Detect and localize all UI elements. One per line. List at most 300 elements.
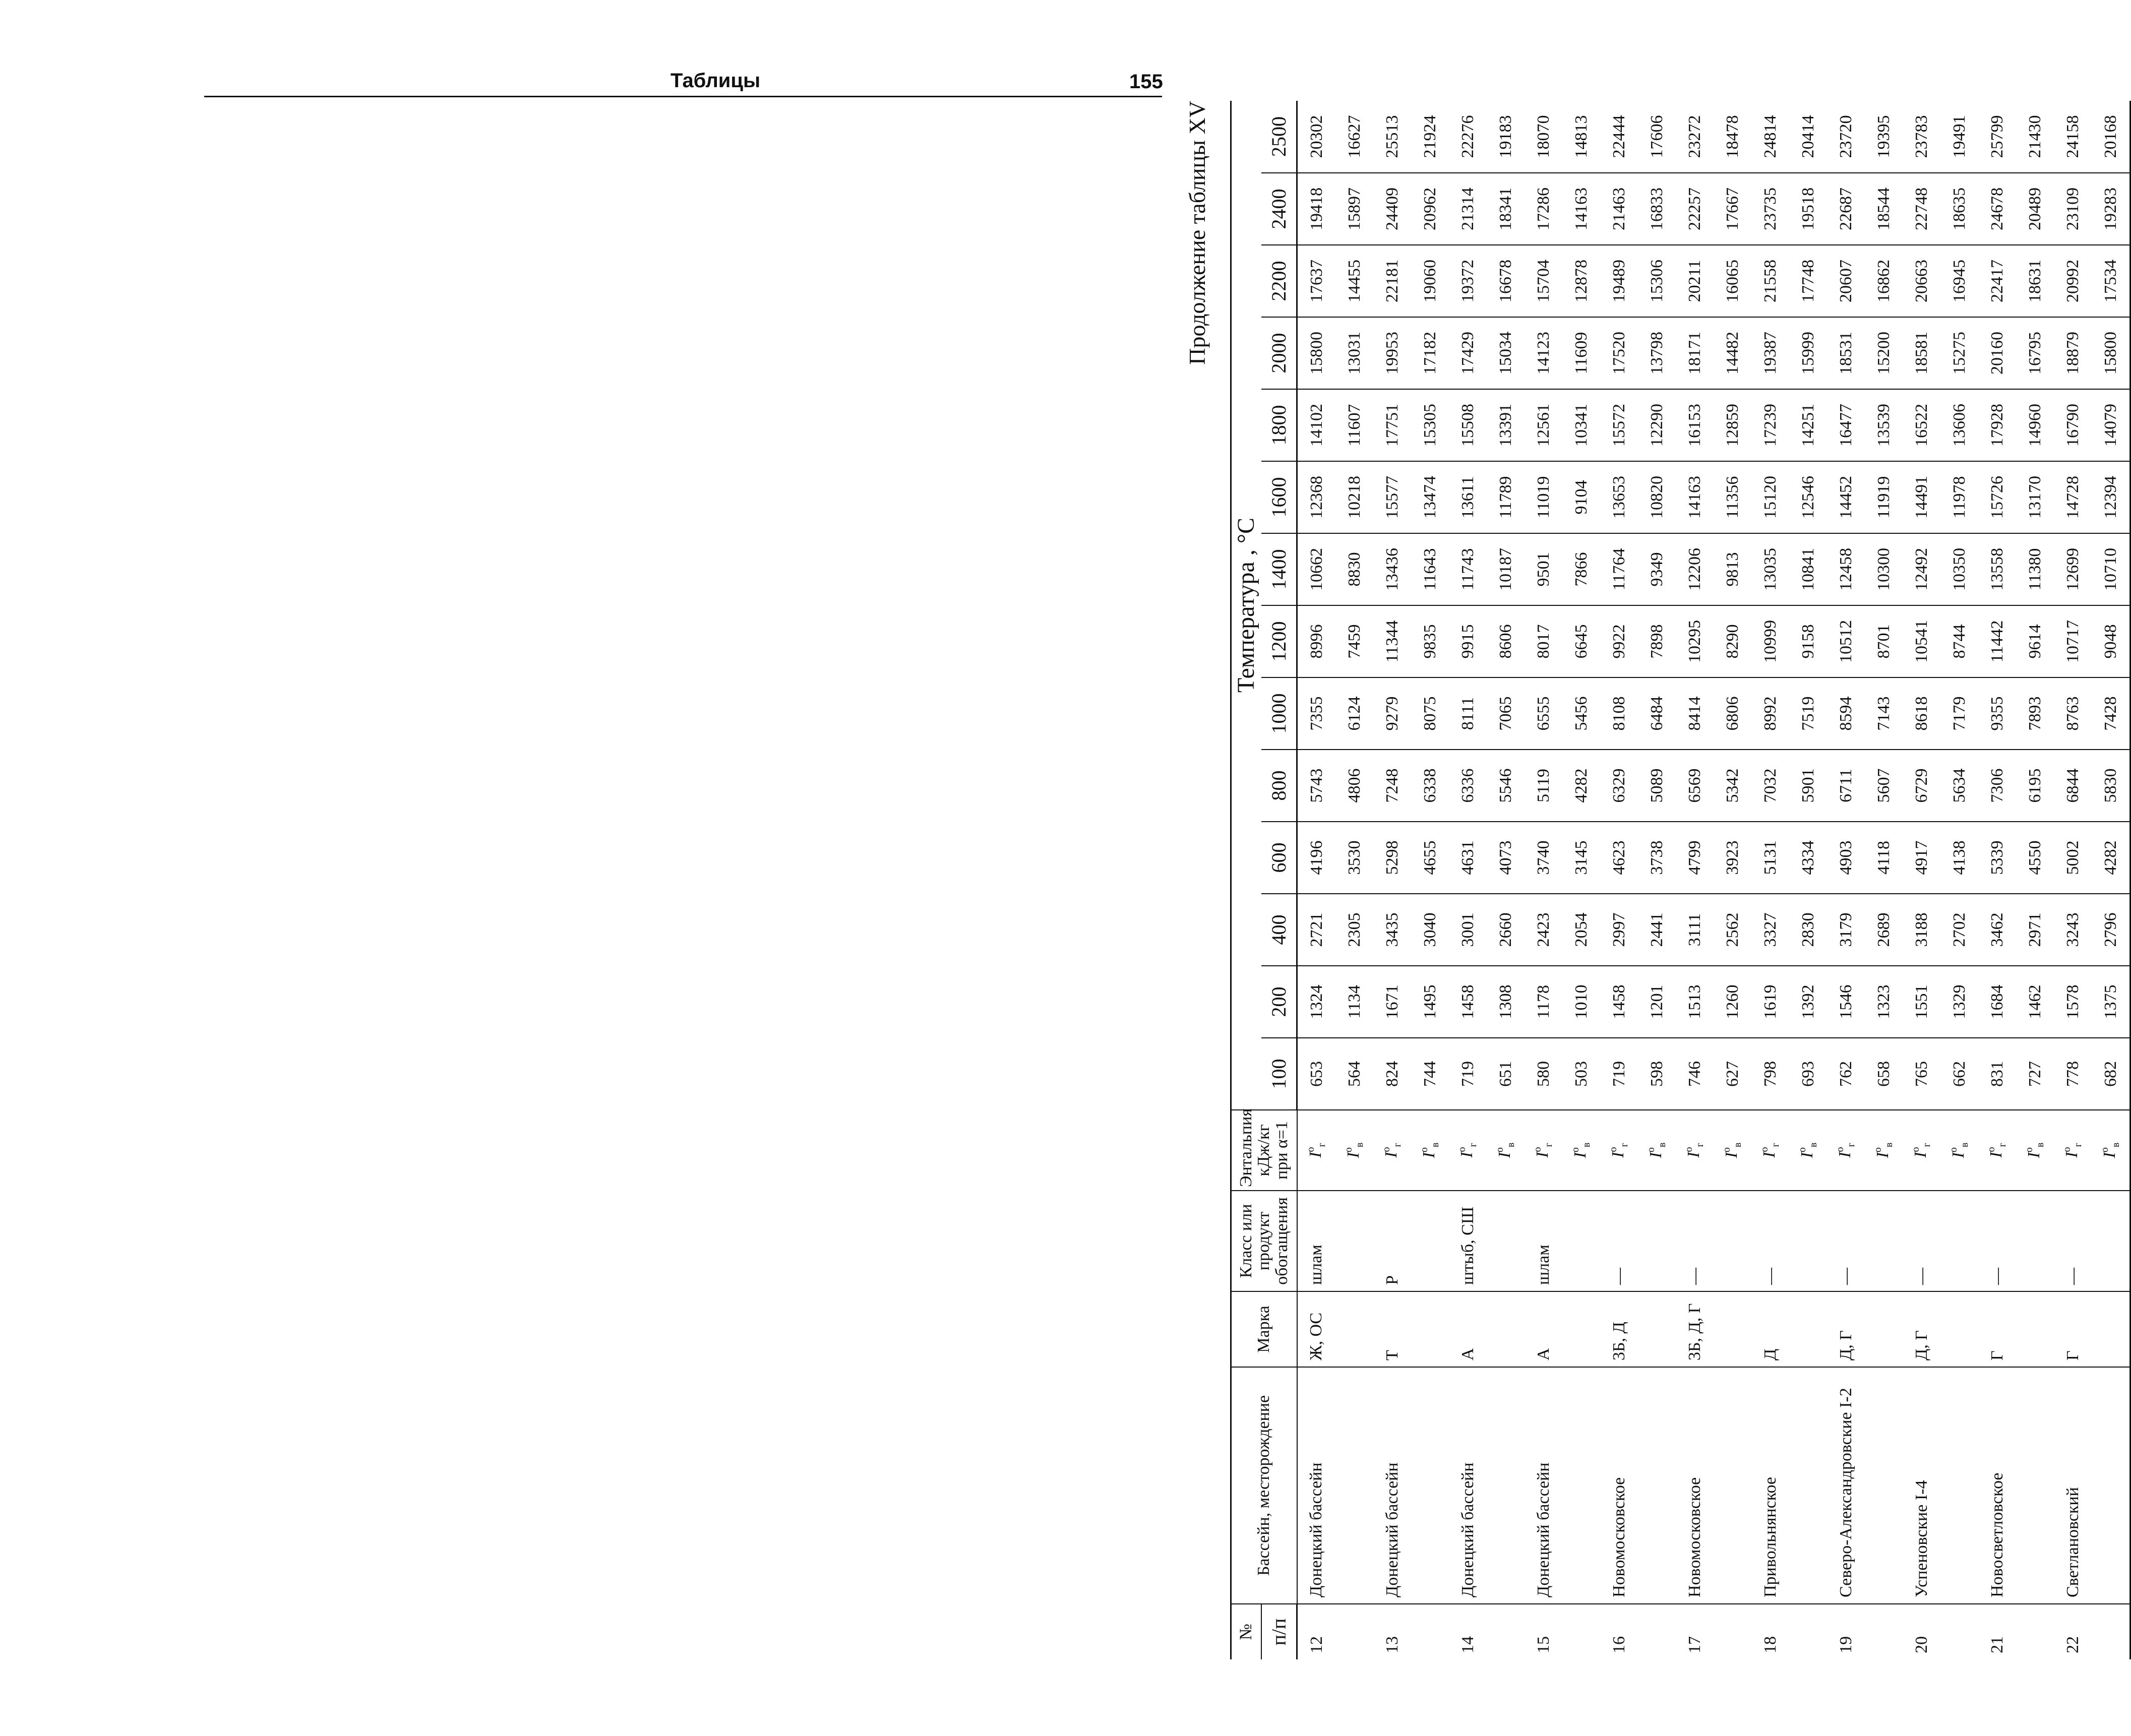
enthalpy-value: 627	[1714, 1038, 1751, 1110]
col-temp-200: 200	[1261, 966, 1297, 1038]
enthalpy-value: 18531	[1827, 317, 1865, 389]
enthalpy-value: 17637	[1297, 245, 1336, 317]
coal-class-empty	[2092, 1191, 2130, 1291]
row-number-empty	[1638, 1604, 1676, 1659]
enthalpy-value: 1010	[1562, 966, 1600, 1038]
table-row	[1411, 101, 1449, 1659]
enthalpy-value: 3738	[1638, 822, 1676, 894]
enthalpy-value: 11743	[1449, 533, 1487, 605]
enthalpy-value: 12458	[1827, 533, 1865, 605]
coal-class-empty	[1335, 1191, 1373, 1291]
enthalpy-value: 1495	[1411, 966, 1449, 1038]
enthalpy-value: 6729	[1903, 750, 1940, 822]
enthalpy-value: 10841	[1789, 533, 1827, 605]
enthalpy-value: 4806	[1335, 750, 1373, 822]
coal-mark: Д, Г	[1827, 1291, 1865, 1367]
enthalpy-value: 13474	[1411, 461, 1449, 533]
enthalpy-value: 3111	[1676, 894, 1714, 966]
enthalpy-value: 19953	[1373, 317, 1411, 389]
enthalpy-value: 3462	[1978, 894, 2016, 966]
enthalpy-value: 5743	[1297, 750, 1336, 822]
enthalpy-value: 21314	[1449, 173, 1487, 245]
basin-name-empty	[1335, 1367, 1373, 1604]
coal-class-empty	[1714, 1191, 1751, 1291]
coal-class: шлам	[1525, 1191, 1562, 1291]
enthalpy-value: 14079	[2092, 389, 2130, 461]
table-row	[1978, 101, 2016, 1659]
enthalpy-value: 19372	[1449, 245, 1487, 317]
enthalpy-symbol-gas: $I^o_г$	[1449, 1110, 1487, 1191]
enthalpy-value: 2689	[1865, 894, 1903, 966]
enthalpy-value: 564	[1335, 1038, 1373, 1110]
enthalpy-value: 16627	[1345, 115, 1364, 158]
enthalpy-symbol-gas: $I^o_г$	[2054, 1110, 2092, 1191]
enthalpy-value: 580	[1525, 1038, 1562, 1110]
enthalpy-value: 6569	[1676, 750, 1714, 822]
enthalpy-value: 8701	[1865, 605, 1903, 677]
basin-name-empty	[1714, 1367, 1751, 1604]
table-row	[1449, 101, 1487, 1659]
enthalpy-value: 20607	[1827, 245, 1865, 317]
enthalpy-symbol-gas: $I^o_г$	[1978, 1110, 2016, 1191]
enthalpy-value: 6124	[1335, 677, 1373, 750]
enthalpy-value: 1684	[1978, 966, 2016, 1038]
table-row	[1751, 101, 1789, 1659]
enthalpy-value: 4282	[1562, 750, 1600, 822]
table-row	[1676, 101, 1714, 1659]
enthalpy-value: 11607	[1335, 389, 1373, 461]
table-row	[1903, 101, 1940, 1659]
row-number: 21	[1978, 1604, 2016, 1659]
coal-class-empty	[1411, 1191, 1449, 1291]
enthalpy-value: 798	[1751, 1038, 1789, 1110]
coal-class-empty	[1865, 1191, 1903, 1291]
enthalpy-value: 19387	[1751, 317, 1789, 389]
enthalpy-value: 3001	[1449, 894, 1487, 966]
enthalpy-value: 3188	[1903, 894, 1940, 966]
row-number-empty	[1335, 1604, 1373, 1659]
enthalpy-value: 2423	[1525, 894, 1562, 966]
coal-mark: Ж, ОС	[1297, 1291, 1336, 1367]
coal-class: —	[1676, 1191, 1714, 1291]
basin-name-empty	[1411, 1367, 1449, 1604]
enthalpy-value: 5342	[1714, 750, 1751, 822]
enthalpy-value: 3179	[1827, 894, 1865, 966]
enthalpy-value: 14491	[1903, 461, 1940, 533]
enthalpy-value: 19418	[1297, 173, 1336, 245]
enthalpy-value: 14960	[2016, 389, 2054, 461]
enthalpy-value: 5339	[1978, 822, 2016, 894]
enthalpy-value: 12699	[2054, 533, 2092, 605]
enthalpy-value: 3435	[1373, 894, 1411, 966]
enthalpy-value: 1201	[1638, 966, 1676, 1038]
enthalpy-value: 3923	[1714, 822, 1751, 894]
col-num-top: №	[1231, 1604, 1262, 1659]
enthalpy-value: 762	[1827, 1038, 1865, 1110]
enthalpy-value: 8594	[1827, 677, 1865, 750]
enthalpy-value: 17182	[1411, 317, 1449, 389]
coal-mark-empty	[1865, 1291, 1903, 1367]
enthalpy-value: 10187	[1487, 533, 1525, 605]
enthalpy-value: 7179	[1940, 677, 1978, 750]
enthalpy-value: 8414	[1676, 677, 1714, 750]
enthalpy-value: 9922	[1600, 605, 1638, 677]
enthalpy-value: 23109	[2054, 173, 2092, 245]
enthalpy-value: 3530	[1335, 822, 1373, 894]
enthalpy-value: 22276	[1458, 115, 1477, 158]
table-row	[1940, 101, 1978, 1659]
enthalpy-value: 16795	[2016, 317, 2054, 389]
enthalpy-value: 10541	[1903, 605, 1940, 677]
enthalpy-value: 16522	[1903, 389, 1940, 461]
enthalpy-value: 9048	[2092, 605, 2130, 677]
table-body	[1297, 101, 2130, 1659]
enthalpy-value: 15800	[1297, 317, 1336, 389]
enthalpy-value: 7893	[2016, 677, 2054, 750]
enthalpy-value: 1546	[1827, 966, 1865, 1038]
table-row	[1827, 101, 1865, 1659]
enthalpy-value: 17534	[2092, 245, 2130, 317]
table-row	[2016, 101, 2054, 1659]
col-temp-2000: 2000	[1261, 317, 1297, 389]
enthalpy-value: 1578	[2054, 966, 2092, 1038]
running-title: Таблицы	[671, 70, 761, 92]
coal-mark: Г	[2054, 1291, 2092, 1367]
enthalpy-value: 1513	[1676, 966, 1714, 1038]
basin-name-empty	[2092, 1367, 2130, 1604]
basin-name: Успеновские I-4	[1903, 1367, 1940, 1604]
enthalpy-value: 15704	[1525, 245, 1562, 317]
enthalpy-value: 23735	[1751, 173, 1789, 245]
enthalpy-value: 2796	[2092, 894, 2130, 966]
enthalpy-symbol-gas: $I^o_г$	[1903, 1110, 1940, 1191]
coal-mark: Д	[1751, 1291, 1789, 1367]
col-temp-2500: 2500	[1261, 101, 1297, 173]
enthalpy-value: 13653	[1600, 461, 1638, 533]
enthalpy-value: 7866	[1562, 533, 1600, 605]
enthalpy-value: 15800	[2092, 317, 2130, 389]
enthalpy-value: 11442	[1978, 605, 2016, 677]
enthalpy-value: 12561	[1525, 389, 1562, 461]
basin-name: Привольнянское	[1751, 1367, 1789, 1604]
basin-name: Светлановский	[2054, 1367, 2092, 1604]
basin-name: Донецкий бассейн	[1373, 1367, 1411, 1604]
coal-class: —	[2054, 1191, 2092, 1291]
enthalpy-value: 12206	[1676, 533, 1714, 605]
col-temp-1600: 1600	[1261, 461, 1297, 533]
enthalpy-value: 10218	[1335, 461, 1373, 533]
enthalpy-value: 19283	[2092, 173, 2130, 245]
enthalpy-symbol-air: $I^o_в$	[1865, 1110, 1903, 1191]
enthalpy-value: 25513	[1382, 115, 1402, 158]
enthalpy-value: 9355	[1978, 677, 2016, 750]
enthalpy-value: 20211	[1676, 245, 1714, 317]
row-number: 22	[2054, 1604, 2092, 1659]
enthalpy-symbol-gas: $I^o_г$	[1600, 1110, 1638, 1191]
enthalpy-value: 12368	[1297, 461, 1336, 533]
enthalpy-value: 2660	[1487, 894, 1525, 966]
basin-name-empty	[1562, 1367, 1600, 1604]
enthalpy-value: 719	[1600, 1038, 1638, 1110]
row-number-empty	[1487, 1604, 1525, 1659]
enthalpy-value: 14102	[1297, 389, 1336, 461]
enthalpy-value: 21463	[1600, 173, 1638, 245]
coal-mark-empty	[2092, 1291, 2130, 1367]
enthalpy-value: 15897	[1335, 173, 1373, 245]
enthalpy-value: 17239	[1751, 389, 1789, 461]
coal-mark: 3Б, Д, Г	[1676, 1291, 1714, 1367]
enthalpy-value: 9158	[1789, 605, 1827, 677]
enthalpy-value: 651	[1487, 1038, 1525, 1110]
enthalpy-value: 14163	[1676, 461, 1714, 533]
enthalpy-value: 24678	[1978, 173, 2016, 245]
table-row	[1789, 101, 1827, 1659]
enthalpy-value: 16678	[1487, 245, 1525, 317]
enthalpy-value: 17748	[1789, 245, 1827, 317]
enthalpy-value: 6336	[1449, 750, 1487, 822]
coal-mark-empty	[1714, 1291, 1751, 1367]
enthalpy-value: 14455	[1335, 245, 1373, 317]
enthalpy-symbol-gas: $I^o_г$	[1525, 1110, 1562, 1191]
row-number: 16	[1600, 1604, 1638, 1659]
enthalpy-value: 16790	[2054, 389, 2092, 461]
enthalpy-value: 12859	[1714, 389, 1751, 461]
col-temp-400: 400	[1261, 894, 1297, 966]
enthalpy-value: 16833	[1638, 173, 1676, 245]
enthalpy-value: 15306	[1638, 245, 1676, 317]
coal-mark-empty	[1487, 1291, 1525, 1367]
enthalpy-value: 6806	[1714, 677, 1751, 750]
enthalpy-value: 7143	[1865, 677, 1903, 750]
enthalpy-value: 662	[1940, 1038, 1978, 1110]
enthalpy-value: 13391	[1487, 389, 1525, 461]
enthalpy-value: 4550	[2016, 822, 2054, 894]
enthalpy-value: 1308	[1487, 966, 1525, 1038]
enthalpy-value: 9813	[1714, 533, 1751, 605]
enthalpy-value: 8075	[1411, 677, 1449, 750]
enthalpy-value: 9104	[1562, 461, 1600, 533]
enthalpy-value: 653	[1297, 1038, 1336, 1110]
col-temp-1200: 1200	[1261, 605, 1297, 677]
enthalpy-value: 22257	[1676, 173, 1714, 245]
enthalpy-value: 15577	[1373, 461, 1411, 533]
enthalpy-value: 12394	[2092, 461, 2130, 533]
basin-name: Северо-Александровские I-2	[1827, 1367, 1865, 1604]
coal-class-empty	[2016, 1191, 2054, 1291]
enthalpy-value: 12290	[1638, 389, 1676, 461]
row-number: 19	[1827, 1604, 1865, 1659]
enthalpy-value: 18544	[1865, 173, 1903, 245]
row-number-empty	[1562, 1604, 1600, 1659]
continuation-caption: Продолжение таблицы XV	[1184, 101, 1210, 365]
enthalpy-value: 18478	[1723, 115, 1742, 158]
enthalpy-value: 2305	[1335, 894, 1373, 966]
enthalpy-value: 16153	[1676, 389, 1714, 461]
enthalpy-symbol-air: $I^o_в$	[2016, 1110, 2054, 1191]
basin-name-empty	[1487, 1367, 1525, 1604]
basin-name-empty	[1789, 1367, 1827, 1604]
basin-name: Новомосковское	[1676, 1367, 1714, 1604]
enthalpy-value: 21558	[1751, 245, 1789, 317]
enthalpy-value: 10295	[1676, 605, 1714, 677]
enthalpy-value: 4903	[1827, 822, 1865, 894]
enthalpy-value: 20962	[1411, 173, 1449, 245]
header-rule	[204, 96, 1162, 97]
enthalpy-symbol-air: $I^o_в$	[1789, 1110, 1827, 1191]
table-row	[1562, 101, 1600, 1659]
col-temp-1400: 1400	[1261, 533, 1297, 605]
coal-class: Р	[1373, 1191, 1411, 1291]
table-row	[1600, 101, 1638, 1659]
enthalpy-value: 13436	[1373, 533, 1411, 605]
enthalpy-value: 7355	[1297, 677, 1336, 750]
enthalpy-value: 3327	[1751, 894, 1789, 966]
enthalpy-value: 20414	[1798, 115, 1817, 158]
enthalpy-value: 14482	[1714, 317, 1751, 389]
row-number-empty	[2092, 1604, 2130, 1659]
enthalpy-value: 4799	[1676, 822, 1714, 894]
enthalpy-value: 7248	[1373, 750, 1411, 822]
enthalpy-value: 2830	[1789, 894, 1827, 966]
coal-mark: Д, Г	[1903, 1291, 1940, 1367]
page-number: 155	[1129, 71, 1163, 93]
enthalpy-value: 8290	[1714, 605, 1751, 677]
row-number: 14	[1449, 1604, 1487, 1659]
enthalpy-value: 11919	[1865, 461, 1903, 533]
enthalpy-value: 2971	[2016, 894, 2054, 966]
row-number-empty	[1789, 1604, 1827, 1659]
enthalpy-value: 11764	[1600, 533, 1638, 605]
enthalpy-value: 15572	[1600, 389, 1638, 461]
enthalpy-value: 658	[1865, 1038, 1903, 1110]
table-row	[2092, 101, 2130, 1659]
enthalpy-value: 4073	[1487, 822, 1525, 894]
rotated-table-area	[1180, 101, 2121, 1659]
basin-name-empty	[1940, 1367, 1978, 1604]
enthalpy-value: 21924	[1420, 115, 1439, 158]
coal-mark: 3Б, Д	[1600, 1291, 1638, 1367]
col-temp-600: 600	[1261, 822, 1297, 894]
enthalpy-value: 13611	[1449, 461, 1487, 533]
basin-name: Донецкий бассейн	[1449, 1367, 1487, 1604]
enthalpy-symbol-air: $I^o_в$	[1335, 1110, 1373, 1191]
enthalpy-value: 1392	[1789, 966, 1827, 1038]
enthalpy-value: 3740	[1525, 822, 1562, 894]
enthalpy-value: 6338	[1411, 750, 1449, 822]
enthalpy-value: 3243	[2054, 894, 2092, 966]
enthalpy-value: 13558	[1978, 533, 2016, 605]
enthalpy-value: 22444	[1609, 115, 1628, 158]
enthalpy-value: 11643	[1411, 533, 1449, 605]
enthalpy-value: 7306	[1978, 750, 2016, 822]
basin-name: Донецкий бассейн	[1525, 1367, 1562, 1604]
enthalpy-value: 7032	[1751, 750, 1789, 822]
enthalpy-value: 6711	[1827, 750, 1865, 822]
enthalpy-value: 2562	[1714, 894, 1751, 966]
enthalpy-value: 16945	[1940, 245, 1978, 317]
enthalpy-value: 18581	[1903, 317, 1940, 389]
enthalpy-value: 10999	[1751, 605, 1789, 677]
enthalpy-value: 10512	[1827, 605, 1865, 677]
coal-class-empty	[1562, 1191, 1600, 1291]
enthalpy-value: 1178	[1525, 966, 1562, 1038]
enthalpy-value: 8744	[1940, 605, 1978, 677]
col-temp-1800: 1800	[1261, 389, 1297, 461]
enthalpy-value: 23272	[1685, 115, 1704, 158]
enthalpy-value: 11380	[2016, 533, 2054, 605]
enthalpy-value: 22748	[1903, 173, 1940, 245]
coal-mark-empty	[2016, 1291, 2054, 1367]
enthalpy-symbol-air: $I^o_в$	[2092, 1110, 2130, 1191]
enthalpy-value: 3145	[1562, 822, 1600, 894]
enthalpy-value: 598	[1638, 1038, 1676, 1110]
enthalpy-value: 11789	[1487, 461, 1525, 533]
enthalpy-value: 8111	[1449, 677, 1487, 750]
enthalpy-value: 10662	[1297, 533, 1336, 605]
enthalpy-symbol-air: $I^o_в$	[1562, 1110, 1600, 1191]
enthalpy-value: 4196	[1297, 822, 1336, 894]
enthalpy-value: 9349	[1638, 533, 1676, 605]
enthalpy-value: 15034	[1487, 317, 1525, 389]
coal-mark-empty	[1638, 1291, 1676, 1367]
enthalpy-value: 15275	[1940, 317, 1978, 389]
col-temp-1000: 1000	[1261, 677, 1297, 750]
enthalpy-value: 8830	[1335, 533, 1373, 605]
enthalpy-value: 19518	[1789, 173, 1827, 245]
row-number: 17	[1676, 1604, 1714, 1659]
enthalpy-value: 17928	[1978, 389, 2016, 461]
enthalpy-value: 12492	[1903, 533, 1940, 605]
enthalpy-value: 17751	[1373, 389, 1411, 461]
enthalpy-value: 5634	[1940, 750, 1978, 822]
enthalpy-value: 503	[1562, 1038, 1600, 1110]
coal-mark-empty	[1335, 1291, 1373, 1367]
enthalpy-value: 18341	[1487, 173, 1525, 245]
enthalpy-value: 15305	[1411, 389, 1449, 461]
enthalpy-value: 18631	[2016, 245, 2054, 317]
enthalpy-value: 7898	[1638, 605, 1676, 677]
enthalpy-value: 19183	[1496, 115, 1515, 158]
enthalpy-value: 9501	[1525, 533, 1562, 605]
coal-mark: Т	[1373, 1291, 1411, 1367]
coal-class-empty	[1638, 1191, 1676, 1291]
coal-mark-empty	[1789, 1291, 1827, 1367]
enthalpy-value: 6844	[2054, 750, 2092, 822]
enthalpy-value: 8108	[1600, 677, 1638, 750]
enthalpy-value: 17520	[1600, 317, 1638, 389]
enthalpy-value: 16477	[1827, 389, 1865, 461]
enthalpy-value: 20302	[1307, 115, 1326, 158]
enthalpy-value: 1462	[2016, 966, 2054, 1038]
enthalpy-value: 2721	[1297, 894, 1336, 966]
col-enthalpy: Энтальпия кДж/кг при α=1	[1231, 1110, 1297, 1191]
enthalpy-value: 4334	[1789, 822, 1827, 894]
row-number: 20	[1903, 1604, 1940, 1659]
enthalpy-value: 1375	[2092, 966, 2130, 1038]
enthalpy-value: 20160	[1978, 317, 2016, 389]
basin-name: Донецкий бассейн	[1297, 1367, 1336, 1604]
enthalpy-value: 20992	[2054, 245, 2092, 317]
enthalpy-value: 5901	[1789, 750, 1827, 822]
enthalpy-value: 17286	[1525, 173, 1562, 245]
enthalpy-value: 12878	[1562, 245, 1600, 317]
col-mark: Марка	[1231, 1291, 1297, 1367]
enthalpy-value: 20663	[1903, 245, 1940, 317]
enthalpy-value: 4118	[1865, 822, 1903, 894]
enthalpy-value: 5546	[1487, 750, 1525, 822]
enthalpy-value: 6555	[1525, 677, 1562, 750]
enthalpy-value: 765	[1903, 1038, 1940, 1110]
